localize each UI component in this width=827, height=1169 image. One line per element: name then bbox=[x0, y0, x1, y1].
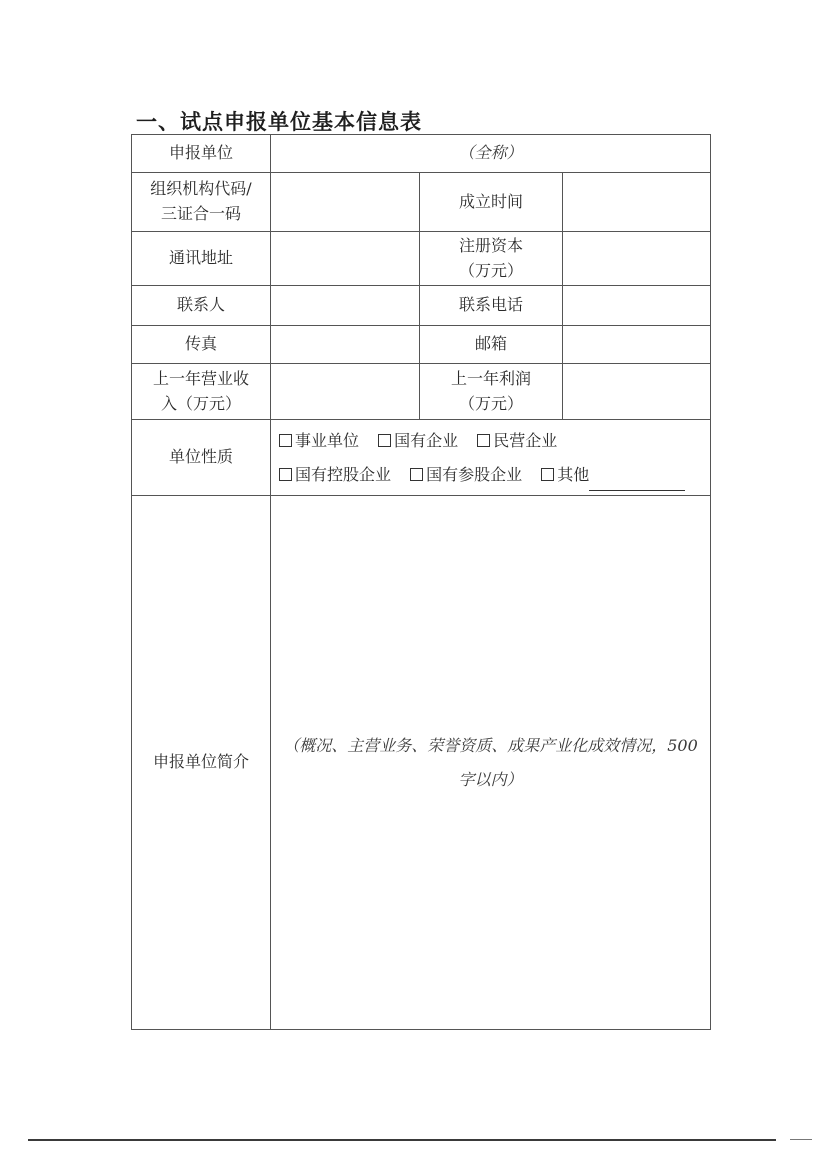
email-field[interactable] bbox=[563, 326, 711, 364]
founded-field[interactable] bbox=[563, 173, 711, 232]
contact-field[interactable] bbox=[271, 286, 420, 326]
footer-tick bbox=[790, 1139, 812, 1140]
checkbox[interactable] bbox=[410, 468, 423, 481]
table-row bbox=[132, 173, 711, 232]
page-title: 一、试点申报单位基本信息表 bbox=[136, 110, 422, 134]
capital-label-line1: 注册资本 bbox=[458, 235, 523, 255]
checkbox[interactable] bbox=[541, 468, 554, 481]
nature-option-state-controlled[interactable]: 国有控股企业 bbox=[279, 465, 391, 484]
table-row bbox=[132, 286, 711, 326]
unit-name-field[interactable]: （全称） bbox=[271, 135, 711, 173]
address-field[interactable] bbox=[271, 232, 420, 286]
fax-label: 传真 bbox=[132, 326, 271, 364]
capital-label bbox=[420, 232, 563, 286]
unit-label: 申报单位 bbox=[132, 135, 271, 173]
revenue-label bbox=[132, 364, 271, 420]
profit-label-line2: （万元） bbox=[458, 393, 523, 413]
table-row bbox=[132, 326, 711, 364]
table-row bbox=[132, 364, 711, 420]
table-row bbox=[132, 420, 711, 496]
nature-option-state-owned[interactable]: 国有企业 bbox=[378, 431, 458, 450]
profit-label bbox=[420, 364, 563, 420]
capital-field[interactable] bbox=[563, 232, 711, 286]
founded-label: 成立时间 bbox=[420, 173, 563, 232]
footer-rule bbox=[28, 1139, 776, 1141]
checkbox[interactable] bbox=[279, 468, 292, 481]
revenue-field[interactable] bbox=[271, 364, 420, 420]
revenue-label-line2: 入（万元） bbox=[160, 393, 241, 413]
capital-label-line2: （万元） bbox=[458, 260, 523, 280]
revenue-label-line1: 上一年营业收 bbox=[152, 368, 249, 388]
email-label: 邮箱 bbox=[420, 326, 563, 364]
nature-option-private[interactable]: 民营企业 bbox=[477, 431, 557, 450]
fax-field[interactable] bbox=[271, 326, 420, 364]
org-code-label-line1: 组织机构代码/ bbox=[150, 179, 252, 199]
table-row bbox=[132, 135, 711, 173]
intro-label: 申报单位简介 bbox=[132, 496, 271, 1030]
checkbox[interactable] bbox=[279, 434, 292, 447]
basic-info-table bbox=[131, 134, 711, 1030]
contact-label: 联系人 bbox=[132, 286, 271, 326]
nature-option-public-institution[interactable]: 事业单位 bbox=[279, 431, 359, 450]
checkbox[interactable] bbox=[378, 434, 391, 447]
table-row bbox=[132, 232, 711, 286]
org-code-label-line2: 三证合一码 bbox=[160, 204, 241, 223]
checkbox[interactable] bbox=[477, 434, 490, 447]
profit-label-line1: 上一年利润 bbox=[450, 368, 531, 388]
profit-field[interactable] bbox=[563, 364, 711, 420]
nature-option-other[interactable]: 其他 bbox=[541, 465, 685, 484]
phone-field[interactable] bbox=[563, 286, 711, 326]
address-label: 通讯地址 bbox=[132, 232, 271, 286]
nature-label: 单位性质 bbox=[132, 420, 271, 496]
org-code-label bbox=[132, 173, 271, 232]
intro-field[interactable]: （概况、主营业务、荣誉资质、成果产业化成效情况，500字以内） bbox=[271, 496, 711, 1030]
table-row bbox=[132, 496, 711, 1030]
nature-options bbox=[271, 420, 711, 496]
phone-label: 联系电话 bbox=[420, 286, 563, 326]
other-blank-line[interactable] bbox=[589, 474, 685, 491]
org-code-field[interactable] bbox=[271, 173, 420, 232]
nature-option-state-participating[interactable]: 国有参股企业 bbox=[410, 465, 522, 484]
